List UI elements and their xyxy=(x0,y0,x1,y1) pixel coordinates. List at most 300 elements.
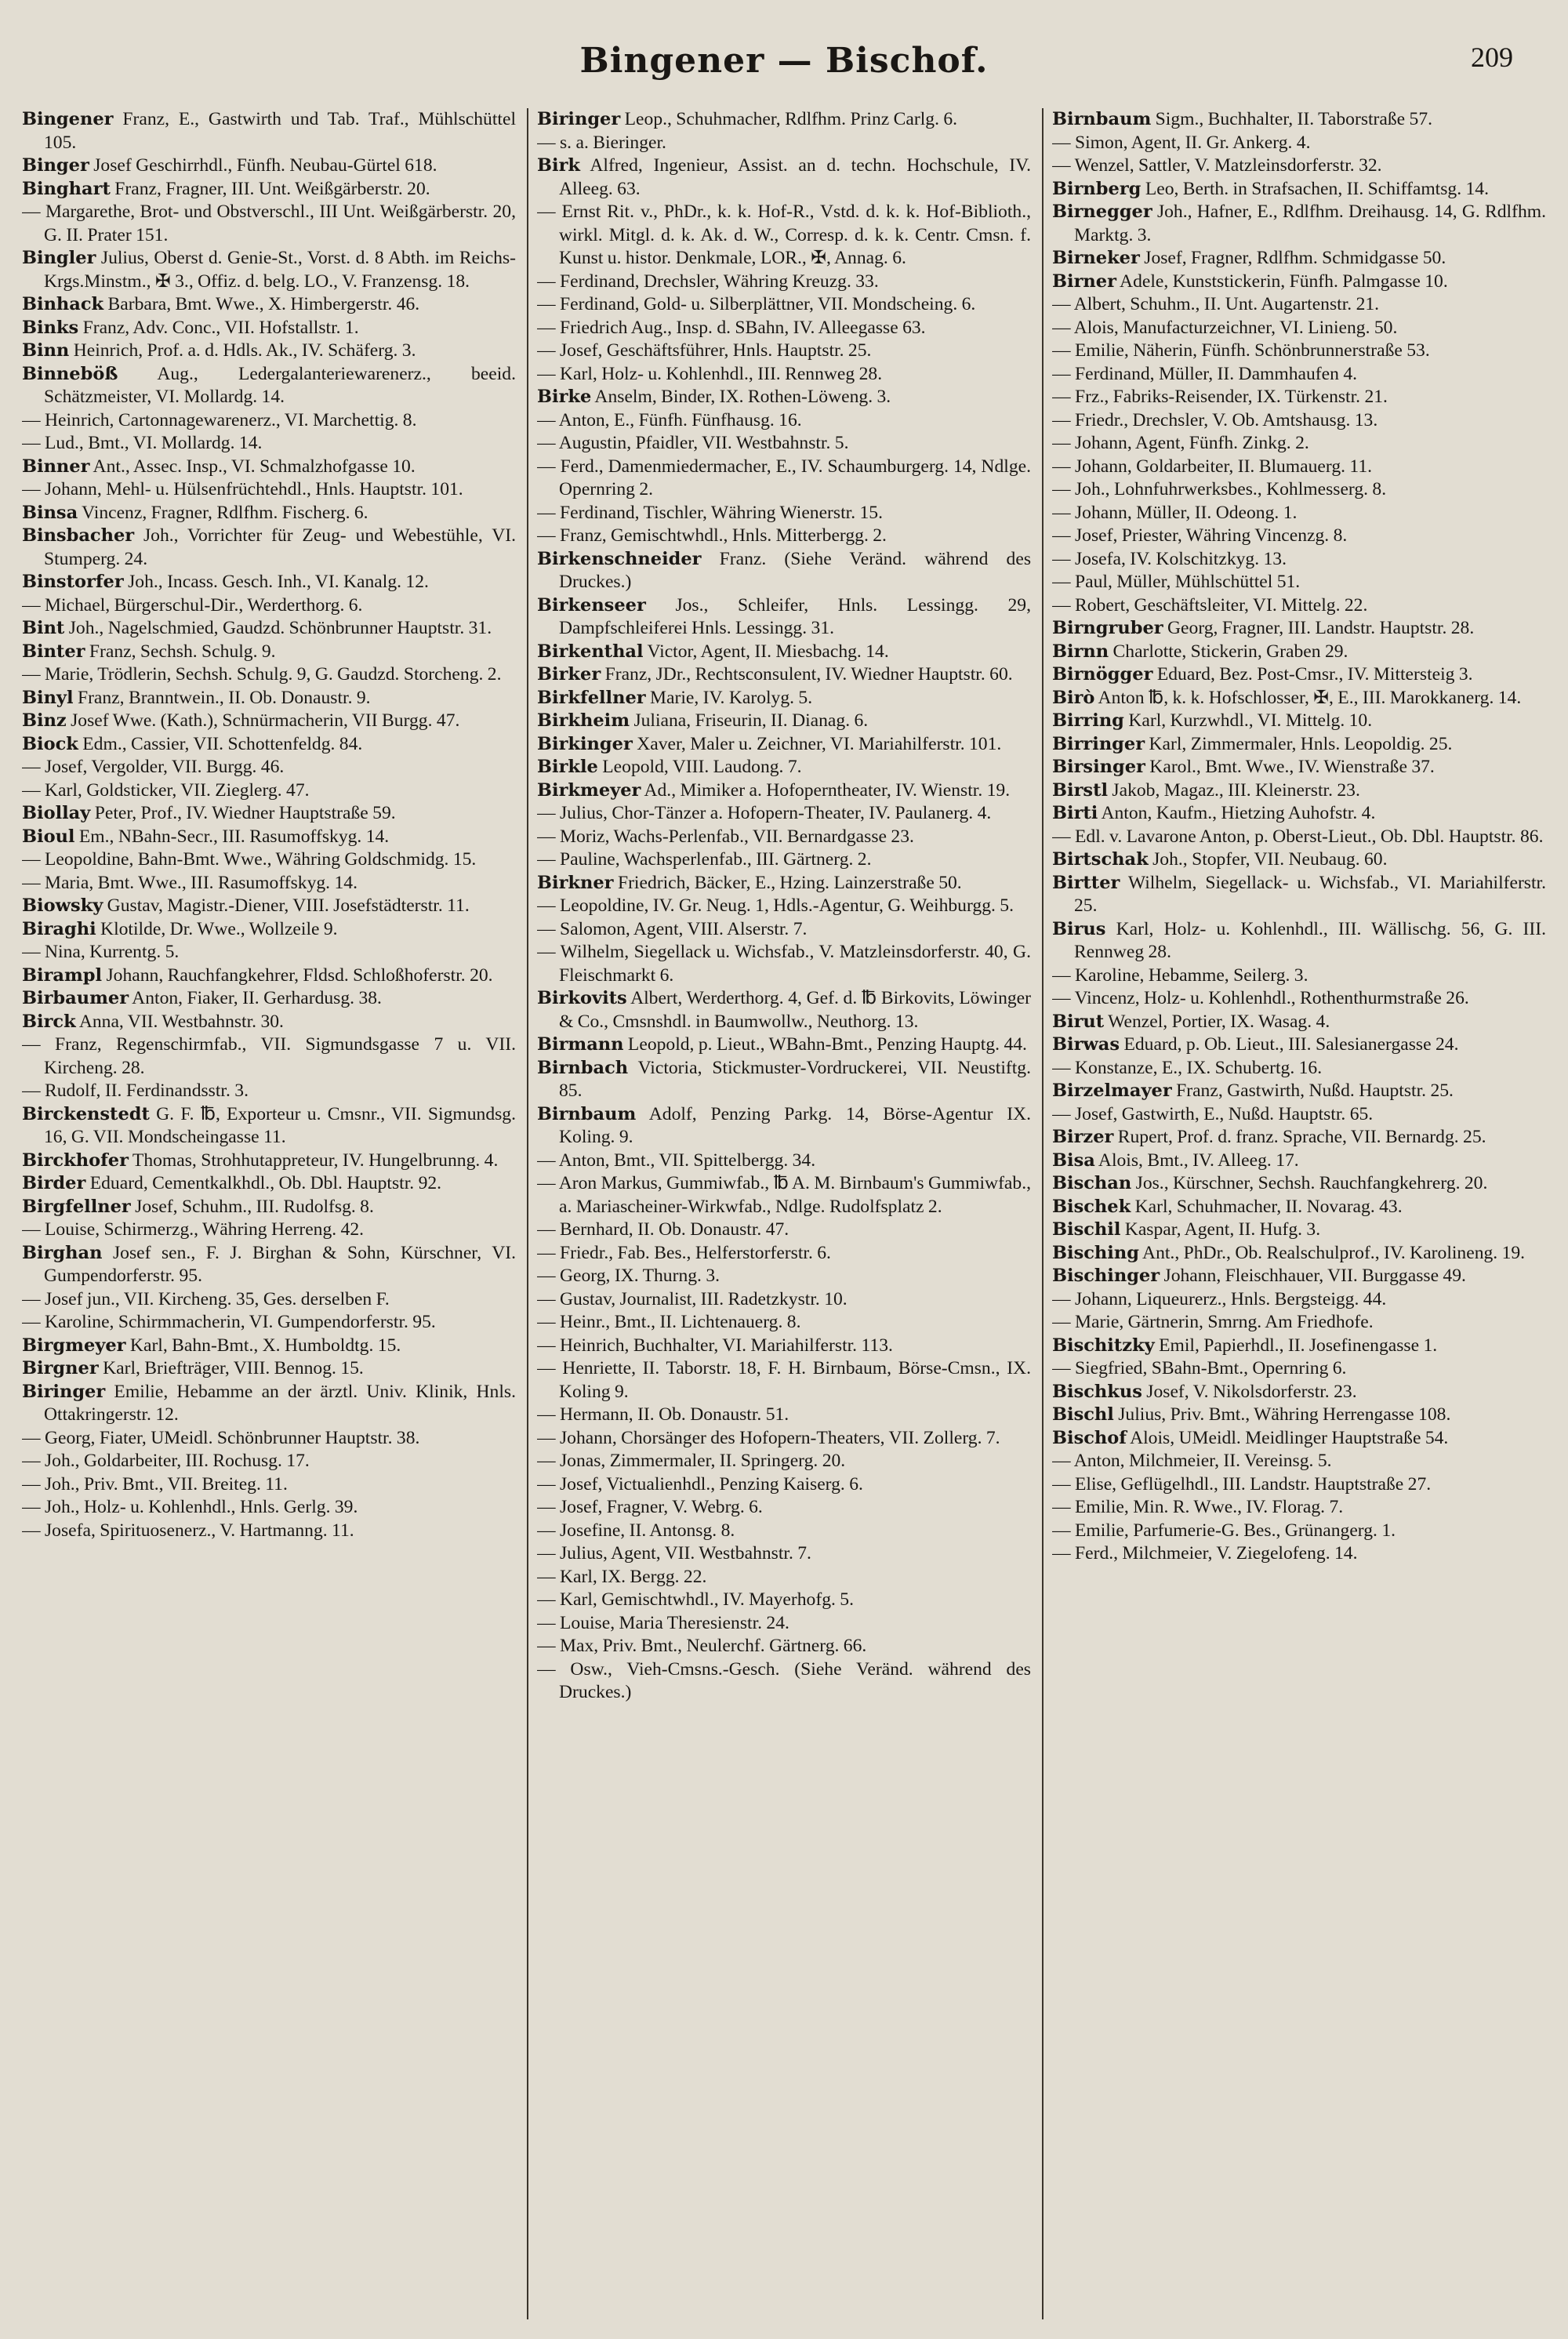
directory-entry xyxy=(22,1473,516,1497)
entry-surname: Biringer xyxy=(537,109,621,129)
entry-text: — Ferdinand, Tischler, Währing Wienerstr. 15. xyxy=(537,502,883,523)
directory-entry xyxy=(537,456,1031,502)
entry-text: — Augustin, Pfaidler, VII. Westbahnstr. 5. xyxy=(537,433,849,453)
directory-entry xyxy=(537,941,1031,987)
entry-text: — Josef, Priester, Währing Vincenzg. 8. xyxy=(1052,525,1348,546)
directory-entry xyxy=(537,987,1031,1033)
directory-entry xyxy=(1052,340,1546,363)
entry-text: Josef Geschirrhdl., Fünfh. Neubau-Gürtel 618. xyxy=(89,155,437,176)
directory-entry xyxy=(1052,363,1546,387)
directory-entry xyxy=(1052,548,1546,572)
entry-text: Charlotte, Stickerin, Graben 29. xyxy=(1109,641,1348,662)
column-rule xyxy=(527,108,528,2319)
directory-entry xyxy=(22,964,516,988)
entry-text: — Joh., Goldarbeiter, III. Rochusg. 17. xyxy=(22,1451,310,1471)
entry-surname: Birgner xyxy=(22,1358,99,1378)
entry-text: Peter, Prof., IV. Wiedner Hauptstraße 59. xyxy=(90,803,396,823)
directory-entry xyxy=(22,317,516,340)
entry-surname: Binneböß xyxy=(22,363,118,384)
entry-text: Em., NBahn-Secr., III. Rasumoffskyg. 14. xyxy=(74,826,390,847)
entry-text: — Konstanze, E., IX. Schubertg. 16. xyxy=(1052,1057,1323,1078)
entry-surname: Birnbaum xyxy=(537,1103,637,1124)
entry-text: — Aron Markus, Gummiwfab., ℔ A. M. Birnbaum's Gummiwfab., a. Mariascheiner-Wirkwfab., Ndlge. Rudolfsplatz 2. xyxy=(537,1173,1031,1217)
directory-entry xyxy=(1052,154,1546,178)
entry-surname: Bisching xyxy=(1052,1242,1139,1263)
directory-entry xyxy=(1052,201,1546,247)
directory-entry xyxy=(537,1335,1031,1358)
entry-surname: Biraghi xyxy=(22,918,96,939)
directory-entry xyxy=(537,641,1031,664)
directory-entry xyxy=(537,1265,1031,1288)
directory-entry xyxy=(22,293,516,317)
entry-text: — Albert, Schuhm., II. Unt. Augartenstr. 21. xyxy=(1052,294,1380,314)
directory-entry xyxy=(1052,1381,1546,1404)
entry-surname: Bioul xyxy=(22,826,75,847)
directory-entry xyxy=(22,872,516,895)
directory-entry xyxy=(537,340,1031,363)
running-head: Bingener — Bischof. xyxy=(579,41,989,81)
directory-entry xyxy=(22,826,516,849)
directory-entry xyxy=(1052,1196,1546,1219)
directory-entry xyxy=(537,154,1031,201)
entry-text: Edm., Cassier, VII. Schottenfeldg. 84. xyxy=(78,733,363,754)
directory-entry xyxy=(537,663,1031,687)
directory-entry xyxy=(537,386,1031,409)
directory-entry xyxy=(1052,456,1546,479)
entry-text: Kaspar, Agent, II. Hufg. 3. xyxy=(1120,1219,1321,1240)
entry-text: Ad., Mimiker a. Hofoperntheater, IV. Wienstr. 19. xyxy=(641,779,1011,801)
entry-surname: Binks xyxy=(22,317,79,338)
column-1 xyxy=(22,108,516,2319)
directory-entry xyxy=(22,663,516,687)
entry-text: — Anton, Bmt., VII. Spittelbergg. 34. xyxy=(537,1150,816,1171)
directory-entry xyxy=(1052,571,1546,594)
directory-entry xyxy=(1052,733,1546,757)
directory-entry xyxy=(1052,1033,1546,1057)
directory-entry xyxy=(1052,1357,1546,1381)
directory-entry xyxy=(537,1635,1031,1658)
entry-text: Franz. (Siehe Veränd. während des Druckes.) xyxy=(559,548,1031,592)
entry-text: — Karoline, Hebamme, Seilerg. 3. xyxy=(1052,964,1308,986)
entry-surname: Birngruber xyxy=(1052,618,1163,638)
entry-surname: Bischl xyxy=(1052,1404,1114,1425)
entry-surname: Binger xyxy=(22,155,89,176)
directory-entry xyxy=(1052,848,1546,872)
entry-text: Alois, Bmt., IV. Alleeg. 17. xyxy=(1094,1150,1299,1171)
entry-surname: Bischek xyxy=(1052,1196,1131,1217)
entry-text: Sigm., Buchhalter, II. Taborstraße 57. xyxy=(1151,109,1433,129)
entry-text: — Johann, Mehl- u. Hülsenfrüchtehdl., Hnls. Hauptstr. 101. xyxy=(22,479,463,499)
entry-surname: Birti xyxy=(1052,803,1098,823)
directory-entry xyxy=(537,1473,1031,1497)
entry-surname: Bint xyxy=(22,618,65,638)
entry-surname: Binstorfer xyxy=(22,572,124,592)
entry-text: — Heinrich, Buchhalter, VI. Mariahilferstr. 113. xyxy=(537,1335,893,1356)
entry-surname: Bingler xyxy=(22,248,96,268)
entry-surname: Birmann xyxy=(537,1034,624,1055)
entry-surname: Birgfellner xyxy=(22,1196,131,1217)
entry-text: Victoria, Stickmuster-Vordruckerei, VII. Neustiftg. 85. xyxy=(559,1057,1031,1101)
entry-surname: Biringer xyxy=(22,1381,106,1402)
directory-entry xyxy=(22,710,516,733)
entry-text: Eduard, Cementkalkhdl., Ob. Dbl. Hauptstr. 92. xyxy=(85,1173,442,1193)
entry-surname: Biock xyxy=(22,733,78,754)
entry-text: Anton, Kaufm., Hietzing Auhofstr. 4. xyxy=(1098,803,1376,823)
entry-surname: Birstl xyxy=(1052,779,1109,801)
directory-entry xyxy=(22,456,516,479)
directory-entry xyxy=(537,1103,1031,1150)
directory-entry xyxy=(1052,1427,1546,1451)
entry-text: — Paul, Müller, Mühlschüttel 51. xyxy=(1052,572,1301,592)
entry-text: — Ferdinand, Müller, II. Dammhaufen 4. xyxy=(1052,363,1358,384)
directory-entry xyxy=(22,687,516,710)
entry-surname: Bischan xyxy=(1052,1173,1132,1193)
directory-entry xyxy=(1052,1311,1546,1335)
entry-surname: Binsa xyxy=(22,502,78,523)
entry-text: Franz, Sechsh. Schulg. 9. xyxy=(85,641,276,662)
directory-entry xyxy=(537,363,1031,387)
entry-text: — Edl. v. Lavarone Anton, p. Oberst-Lieut., Ob. Dbl. Hauptstr. 86. xyxy=(1052,826,1544,847)
directory-entry xyxy=(1052,779,1546,803)
entry-text: — Joh., Lohnfuhrwerksbes., Kohlmesserg. 8. xyxy=(1052,479,1387,499)
entry-text: Leo, Berth. in Strafsachen, II. Schiffamtsg. 14. xyxy=(1141,178,1490,199)
directory-entry xyxy=(1052,663,1546,687)
entry-text: Jakob, Magaz., III. Kleinerstr. 23. xyxy=(1108,779,1360,801)
directory-entry xyxy=(537,779,1031,803)
entry-surname: Birnn xyxy=(1052,641,1109,662)
entry-surname: Binter xyxy=(22,641,85,662)
entry-text: — Anton, E., Fünfh. Fünfhausg. 16. xyxy=(537,409,802,430)
directory-entry xyxy=(1052,1126,1546,1150)
column-3 xyxy=(1052,108,1546,2319)
directory-entry xyxy=(1052,1265,1546,1288)
entry-text: — Emilie, Näherin, Fünfh. Schönbrunnerstraße 53. xyxy=(1052,340,1430,361)
entry-surname: Birnberg xyxy=(1052,178,1142,199)
entry-text: Leopold, p. Lieut., WBahn-Bmt., Penzing Hauptg. 44. xyxy=(623,1034,1027,1055)
entry-text: — Anton, Milchmeier, II. Vereinsg. 5. xyxy=(1052,1451,1332,1471)
entry-text: — Robert, Geschäftsleiter, VI. Mittelg. 22. xyxy=(1052,594,1368,616)
entry-text: Marie, IV. Karolyg. 5. xyxy=(645,687,813,708)
entry-text: Josef, V. Nikolsdorferstr. 23. xyxy=(1142,1381,1357,1402)
entry-surname: Birwas xyxy=(1052,1034,1120,1055)
directory-entry xyxy=(22,594,516,618)
entry-surname: Birkinger xyxy=(537,733,633,754)
entry-text: Barbara, Bmt. Wwe., X. Himbergerstr. 46. xyxy=(103,294,420,314)
directory-entry xyxy=(537,1033,1031,1057)
entry-surname: Birus xyxy=(1052,918,1106,939)
entry-surname: Birckhofer xyxy=(22,1150,129,1171)
directory-entry xyxy=(1052,1404,1546,1427)
entry-text: — Marie, Trödlerin, Sechsh. Schulg. 9, G. Gaudzd. Storcheng. 2. xyxy=(22,664,502,685)
directory-entry xyxy=(1052,987,1546,1011)
entry-text: — Johann, Goldarbeiter, II. Blumauerg. 11. xyxy=(1052,456,1373,477)
entry-surname: Birkheim xyxy=(537,710,630,731)
directory-entry xyxy=(22,1520,516,1543)
directory-entry xyxy=(22,1357,516,1381)
directory-entry xyxy=(537,525,1031,548)
directory-entry xyxy=(1052,710,1546,733)
entry-text: — Salomon, Agent, VIII. Alserstr. 7. xyxy=(537,918,808,939)
entry-text: Josef Wwe. (Kath.), Schnürmacherin, VII Burgg. 47. xyxy=(66,710,460,731)
entry-surname: Birsinger xyxy=(1052,757,1145,777)
directory-entry xyxy=(537,733,1031,757)
entry-surname: Bischkus xyxy=(1052,1381,1142,1402)
directory-entry xyxy=(537,918,1031,942)
entry-surname: Bischinger xyxy=(1052,1266,1160,1286)
directory-entry xyxy=(1052,1496,1546,1520)
entry-text: — Josef jun., VII. Kircheng. 35, Ges. derselben F. xyxy=(22,1288,390,1309)
entry-surname: Birghan xyxy=(22,1242,103,1263)
directory-entry xyxy=(22,1311,516,1335)
entry-text: — Hermann, II. Ob. Donaustr. 51. xyxy=(537,1404,789,1425)
entry-text: Gustav, Magistr.-Diener, VIII. Josefstädterstr. 11. xyxy=(103,895,470,916)
entry-text: Anna, VII. Westbahnstr. 30. xyxy=(75,1011,284,1032)
entry-text: Josef, Fragner, Rdlfhm. Schmidgasse 50. xyxy=(1139,248,1446,268)
column-2 xyxy=(537,108,1031,2319)
entry-text: — Maria, Bmt. Wwe., III. Rasumoffskyg. 14. xyxy=(22,872,358,893)
entry-text: — Frz., Fabriks-Reisender, IX. Türkenstr. 21. xyxy=(1052,387,1388,407)
directory-entry xyxy=(537,1150,1031,1173)
directory-entry xyxy=(1052,1080,1546,1103)
entry-text: Anton, Fiaker, II. Gerhardusg. 38. xyxy=(129,988,382,1008)
entry-text: — Karl, Goldsticker, VII. Zieglerg. 47. xyxy=(22,779,310,801)
directory-entry xyxy=(22,987,516,1011)
entry-surname: Bischil xyxy=(1052,1219,1121,1240)
directory-entry xyxy=(537,1219,1031,1242)
entry-text: — Friedr., Fab. Bes., Helferstorferstr. 6. xyxy=(537,1242,831,1263)
directory-entry xyxy=(1052,132,1546,155)
entry-surname: Birkle xyxy=(537,757,598,777)
entry-text: Emilie, Hebamme an der ärztl. Univ. Klinik, Hnls. Ottakringerstr. 12. xyxy=(44,1381,516,1425)
entry-surname: Birzelmayer xyxy=(1052,1081,1172,1101)
entry-surname: Birneker xyxy=(1052,248,1140,268)
directory-entry xyxy=(537,132,1031,155)
directory-entry xyxy=(22,895,516,918)
directory-entry xyxy=(1052,386,1546,409)
entry-text: — Pauline, Wachsperlenfab., III. Gärtnerg. 2. xyxy=(537,849,872,870)
directory-entry xyxy=(537,317,1031,340)
entry-text: Karl, Kurzwhdl., VI. Mittelg. 10. xyxy=(1123,710,1373,731)
entry-surname: Birring xyxy=(1052,710,1124,731)
entry-surname: Birk xyxy=(537,155,581,176)
directory-entry xyxy=(537,432,1031,456)
entry-text: — Emilie, Parfumerie-G. Bes., Grünangerg. 1. xyxy=(1052,1520,1396,1541)
entry-text: Emil, Papierhdl., II. Josefinengasse 1. xyxy=(1154,1335,1438,1356)
entry-text: Klotilde, Dr. Wwe., Wollzeile 9. xyxy=(96,918,338,939)
directory-entry xyxy=(1052,687,1546,710)
entry-text: — Josef, Fragner, V. Webrg. 6. xyxy=(537,1497,763,1517)
entry-text: — Ferd., Milchmeier, V. Ziegelofeng. 14. xyxy=(1052,1543,1358,1564)
entry-surname: Binghart xyxy=(22,178,111,199)
entry-text: Georg, Fragner, III. Landstr. Hauptstr. 28. xyxy=(1163,618,1475,638)
directory-entry xyxy=(537,1589,1031,1612)
entry-text: Josef, Schuhm., III. Rudolfsg. 8. xyxy=(130,1196,374,1217)
directory-entry xyxy=(1052,1150,1546,1173)
entry-text: — Ferdinand, Gold- u. Silberplättner, VII. Mondscheing. 6. xyxy=(537,294,976,314)
page-header xyxy=(0,36,1568,91)
entry-surname: Bischitzky xyxy=(1052,1335,1155,1356)
directory-entry xyxy=(1052,271,1546,294)
entry-text: — Wilhelm, Siegellack u. Wichsfab., V. Matzleinsdorferstr. 40, G. Fleischmarkt 6. xyxy=(537,942,1031,986)
directory-entry xyxy=(537,1566,1031,1589)
directory-entry xyxy=(1052,1520,1546,1543)
entry-text: Joh., Vorrichter für Zeug- und Webestühle, VI. Stumperg. 24. xyxy=(44,525,516,569)
directory-entry xyxy=(22,733,516,757)
entry-text: — s. a. Bieringer. xyxy=(537,132,666,153)
entry-text: Leopold, VIII. Laudong. 7. xyxy=(597,757,802,777)
entry-text: — Georg, IX. Thurng. 3. xyxy=(537,1266,720,1286)
entry-text: Eduard, p. Ob. Lieut., III. Salesianergasse 24. xyxy=(1120,1034,1459,1055)
entry-text: Johann, Rauchfangkehrer, Fldsd. Schloßhoferstr. 20. xyxy=(102,964,493,986)
entry-text: — Leopoldine, IV. Gr. Neug. 1, Hdls.-Agentur, G. Weihburgg. 5. xyxy=(537,895,1014,916)
entry-surname: Birtter xyxy=(1052,872,1120,893)
directory-entry xyxy=(1052,108,1546,132)
entry-surname: Birkovits xyxy=(537,988,627,1008)
entry-text: Anselm, Binder, IX. Rothen-Löweng. 3. xyxy=(591,387,891,407)
directory-entry xyxy=(1052,478,1546,502)
entry-text: Karl, Schuhmacher, II. Novarag. 43. xyxy=(1131,1196,1403,1217)
entry-text: — Simon, Agent, II. Gr. Ankerg. 4. xyxy=(1052,132,1311,153)
directory-entry xyxy=(22,571,516,594)
directory-entry xyxy=(537,1612,1031,1636)
directory-entry xyxy=(22,1450,516,1473)
directory-entry xyxy=(1052,1011,1546,1034)
directory-entry xyxy=(537,548,1031,594)
entry-text: — Emilie, Min. R. Wwe., IV. Florag. 7. xyxy=(1052,1497,1344,1517)
entry-text: Vincenz, Fragner, Rdlfhm. Fischerg. 6. xyxy=(78,502,368,523)
entry-text: Franz, Branntwein., II. Ob. Donaustr. 9. xyxy=(73,687,371,708)
entry-surname: Birtschak xyxy=(1052,849,1149,870)
entry-text: Karl, Bahn-Bmt., X. Humboldtg. 15. xyxy=(125,1335,401,1356)
directory-entry xyxy=(537,108,1031,132)
directory-entry xyxy=(22,1242,516,1288)
entry-text: Friedrich, Bäcker, E., Hzing. Lainzerstraße 50. xyxy=(613,872,962,893)
directory-entry xyxy=(537,710,1031,733)
entry-text: Xaver, Maler u. Zeichner, VI. Mariahilferstr. 101. xyxy=(632,733,1002,754)
directory-entry xyxy=(22,409,516,433)
entry-text: Wilhelm, Siegellack- u. Wichsfab., VI. Mariahilferstr. 25. xyxy=(1074,872,1546,916)
entry-text: Rupert, Prof. d. franz. Sprache, VII. Bernardg. 25. xyxy=(1113,1127,1486,1147)
directory-entry xyxy=(1052,826,1546,849)
directory-entry xyxy=(22,363,516,409)
entry-text: — Bernhard, II. Ob. Donaustr. 47. xyxy=(537,1219,789,1240)
directory-entry xyxy=(1052,756,1546,779)
directory-entry xyxy=(537,1496,1031,1520)
entry-surname: Binhack xyxy=(22,294,104,314)
directory-entry xyxy=(22,1219,516,1242)
directory-entry xyxy=(22,1033,516,1080)
entry-surname: Birner xyxy=(1052,271,1116,292)
directory-entry xyxy=(537,895,1031,918)
directory-entry xyxy=(22,918,516,942)
entry-text: Franz, JDr., Rechtsconsulent, IV. Wiedner Hauptstr. 60. xyxy=(601,664,1013,685)
directory-entry xyxy=(22,525,516,571)
entry-surname: Birnbaum xyxy=(1052,109,1152,129)
entry-text: — Moriz, Wachs-Perlenfab., VII. Bernardgasse 23. xyxy=(537,826,914,847)
directory-entry xyxy=(22,1288,516,1312)
entry-text: — Karl, IX. Bergg. 22. xyxy=(537,1566,707,1587)
entry-text: Adolf, Penzing Parkg. 14, Börse-Agentur IX. Koling. 9. xyxy=(559,1103,1031,1147)
page-number: 209 xyxy=(1471,42,1513,73)
entry-surname: Birampl xyxy=(22,964,103,986)
entry-surname: Birringer xyxy=(1052,733,1145,754)
entry-surname: Birgmeyer xyxy=(22,1335,126,1356)
directory-entry xyxy=(22,641,516,664)
entry-text: — Johann, Chorsänger des Hofopern-Theaters, VII. Zollerg. 7. xyxy=(537,1427,1000,1448)
directory-entry xyxy=(1052,432,1546,456)
entry-text: Victor, Agent, II. Miesbachg. 14. xyxy=(643,641,889,662)
entry-text: — Michael, Bürgerschul-Dir., Werderthorg. 6. xyxy=(22,594,363,616)
directory-entry xyxy=(1052,1473,1546,1497)
entry-text: — Wenzel, Sattler, V. Matzleinsdorferstr. 32. xyxy=(1052,155,1382,176)
entry-text: Eduard, Bez. Post-Cmsr., IV. Mittersteig 3. xyxy=(1152,664,1473,685)
entry-surname: Birkenseer xyxy=(537,594,646,616)
directory-entry xyxy=(22,108,516,154)
entry-text: — Lud., Bmt., VI. Mollardg. 14. xyxy=(22,433,263,453)
entry-text: — Josef, Victualienhdl., Penzing Kaiserg. 6. xyxy=(537,1473,863,1495)
entry-text: Josef sen., F. J. Birghan & Sohn, Kürschner, VI. Gumpendorferstr. 95. xyxy=(44,1242,516,1286)
directory-entry xyxy=(22,617,516,641)
directory-entry xyxy=(22,1196,516,1219)
directory-entry xyxy=(1052,1103,1546,1127)
directory-entry xyxy=(1052,872,1546,918)
directory-entry xyxy=(1052,964,1546,988)
directory-entry xyxy=(22,478,516,502)
directory-entry xyxy=(537,1450,1031,1473)
entry-text: — Karl, Holz- u. Kohlenhdl., III. Rennweg 28. xyxy=(537,363,883,384)
directory-entry xyxy=(537,1288,1031,1312)
entry-text: — Karoline, Schirmmacherin, VI. Gumpendorferstr. 95. xyxy=(22,1312,436,1332)
directory-entry xyxy=(537,1542,1031,1566)
entry-text: — Josefine, II. Antonsg. 8. xyxy=(537,1520,735,1541)
directory-entry xyxy=(1052,641,1546,664)
entry-text: Aug., Ledergalanteriewarenerz., beeid. Schätzmeister, VI. Mollardg. 14. xyxy=(44,363,516,407)
directory-entry xyxy=(22,1335,516,1358)
entry-text: — Marie, Gärtnerin, Smrng. Am Friedhofe. xyxy=(1052,1312,1374,1332)
directory-entry xyxy=(537,271,1031,294)
entry-text: — Johann, Agent, Fünfh. Zinkg. 2. xyxy=(1052,433,1309,453)
directory-entry xyxy=(537,826,1031,849)
entry-text: — Johann, Liqueurerz., Hnls. Bergsteigg. 44. xyxy=(1052,1288,1387,1309)
entry-text: — Heinr., Bmt., II. Lichtenauerg. 8. xyxy=(537,1312,801,1332)
directory-entry xyxy=(537,594,1031,641)
entry-text: — Johann, Müller, II. Odeong. 1. xyxy=(1052,502,1298,523)
entry-text: — Osw., Vieh-Cmsns.-Gesch. (Siehe Veränd. während des Druckes.) xyxy=(537,1658,1031,1702)
entry-text: — Rudolf, II. Ferdinandsstr. 3. xyxy=(22,1081,249,1101)
entry-surname: Birckenstedt xyxy=(22,1103,150,1124)
directory-entry xyxy=(22,178,516,202)
entry-text: — Gustav, Journalist, III. Radetzkystr. 10. xyxy=(537,1288,848,1309)
directory-entry xyxy=(22,201,516,247)
directory-entry xyxy=(1052,594,1546,618)
directory-entry xyxy=(1052,1450,1546,1473)
entry-text: — Julius, Agent, VII. Westbahnstr. 7. xyxy=(537,1543,811,1564)
entry-text: — Nina, Kurrentg. 5. xyxy=(22,942,180,962)
directory-entry xyxy=(22,779,516,803)
directory-entry xyxy=(537,502,1031,525)
entry-surname: Birkenthal xyxy=(537,641,644,662)
entry-surname: Birzer xyxy=(1052,1127,1114,1147)
directory-entry xyxy=(22,1103,516,1150)
entry-text: — Max, Priv. Bmt., Neulerchf. Gärtnerg. 66. xyxy=(537,1636,867,1656)
entry-text: Franz, Adv. Conc., VII. Hofstallstr. 1. xyxy=(78,317,359,338)
entry-surname: Birkmeyer xyxy=(537,779,641,801)
entry-text: — Josef, Gastwirth, E., Nußd. Hauptstr. 65. xyxy=(1052,1103,1374,1124)
directory-entry xyxy=(22,848,516,872)
entry-text: Franz, Fragner, III. Unt. Weißgärberstr. 20. xyxy=(110,178,430,199)
entry-text: — Elise, Geflügelhdl., III. Landstr. Hauptstraße 27. xyxy=(1052,1473,1432,1495)
directory-entry xyxy=(1052,802,1546,826)
